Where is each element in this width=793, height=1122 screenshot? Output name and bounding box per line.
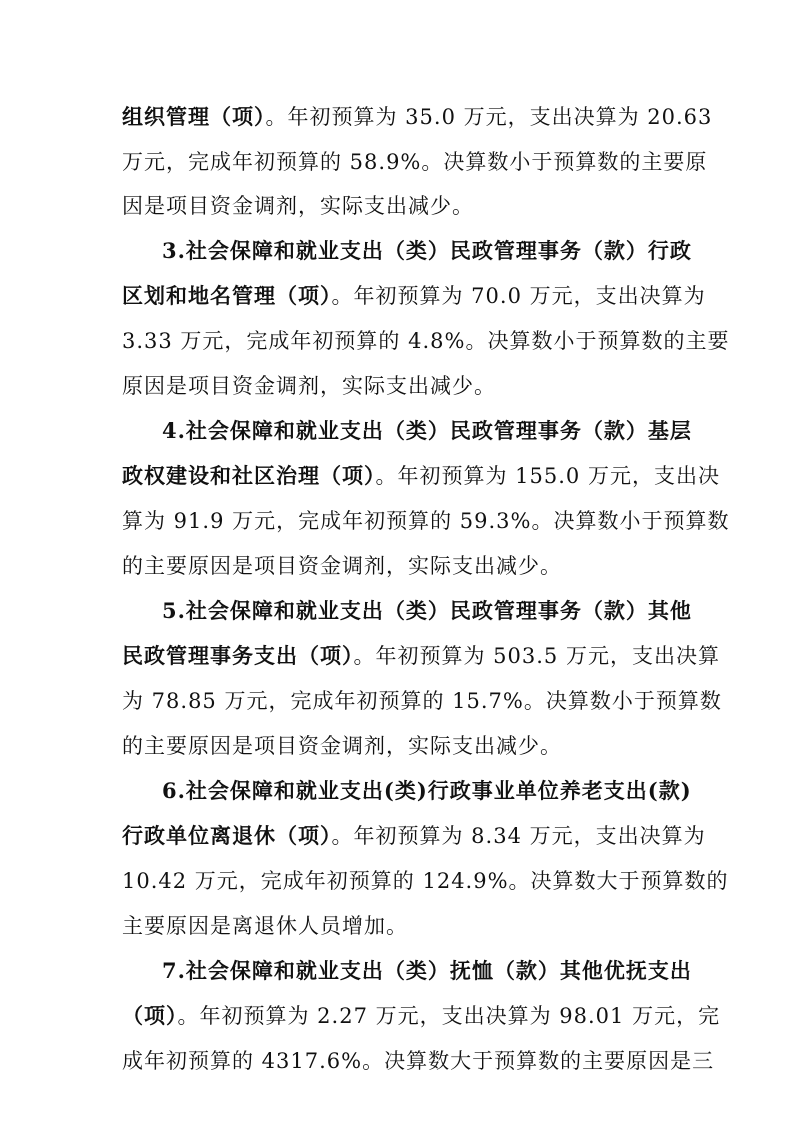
text-line [162, 411, 692, 451]
body-text: 万元，完成年初预算的 58.9%。决算数小于预算数的主要原 [122, 150, 708, 174]
body-text: 。年初预算为 2.27 万元，支出决算为 98.01 万元，完 [177, 1004, 721, 1028]
text-line [122, 97, 713, 137]
text-line [122, 142, 708, 182]
body-text: 的主要原因是项目资金调剂，实际支出减少。 [122, 554, 562, 578]
bold-heading-text: 7.社会保障和就业支出（类）抚恤（款）其他优抚支出 [162, 958, 692, 983]
body-text: 。年初预算为 155.0 万元，支出决 [375, 464, 720, 488]
body-text: 。年初预算为 8.34 万元，支出决算为 [331, 824, 706, 848]
body-text: 。年初预算为 35.0 万元，支出决算为 20.63 [265, 105, 713, 129]
text-line [122, 726, 673, 766]
text-line [122, 366, 673, 406]
text-line [162, 771, 692, 811]
text-line [122, 276, 706, 316]
text-line [122, 546, 673, 586]
bold-heading-text: 区划和地名管理（项） [122, 283, 332, 308]
body-text: 。年初预算为 503.5 万元，支出决算 [353, 644, 720, 668]
bold-heading-text: 民政管理事务支出（项） [122, 643, 354, 668]
text-line [162, 231, 692, 271]
bold-heading-text: 5.社会保障和就业支出（类）民政管理事务（款）其他 [162, 598, 692, 623]
bold-heading-text: 政权建设和社区治理（项） [122, 463, 376, 488]
text-line [122, 1041, 715, 1081]
bold-heading-text: 行政单位离退休（项） [122, 823, 332, 848]
body-text: 因是项目资金调剂，实际支出减少。 [122, 194, 474, 218]
bold-heading-text: （项） [122, 1003, 178, 1028]
body-text: 3.33 万元，完成年初预算的 4.8%。决算数小于预算数的主要 [122, 329, 730, 353]
body-text: 成年初预算的 4317.6%。决算数大于预算数的主要原因是三 [122, 1049, 715, 1073]
text-line [122, 636, 720, 676]
text-line [122, 501, 730, 541]
text-line [162, 591, 692, 631]
body-text: 。年初预算为 70.0 万元，支出决算为 [331, 284, 706, 308]
body-text: 算为 91.9 万元，完成年初预算的 59.3%。决算数小于预算数 [122, 509, 730, 533]
text-line [122, 816, 706, 856]
body-text: 为 78.85 万元，完成年初预算的 15.7%。决算数小于预算数 [122, 689, 722, 713]
bold-heading-text: 组织管理（项） [122, 104, 266, 129]
body-text: 的主要原因是项目资金调剂，实际支出减少。 [122, 734, 562, 758]
text-line [122, 906, 673, 946]
text-line [122, 996, 721, 1036]
text-line [122, 681, 722, 721]
body-text: 10.42 万元，完成年初预算的 124.9%。决算数大于预算数的 [122, 869, 729, 893]
body-text: 主要原因是离退休人员增加。 [122, 914, 408, 938]
body-text: 原因是项目资金调剂，实际支出减少。 [122, 374, 496, 398]
bold-heading-text: 6.社会保障和就业支出(类)行政事业单位养老支出(款) [162, 778, 692, 803]
text-line [162, 951, 692, 991]
bold-heading-text: 3.社会保障和就业支出（类）民政管理事务（款）行政 [162, 238, 692, 263]
text-line [122, 186, 673, 226]
text-line [122, 456, 720, 496]
text-line [122, 861, 729, 901]
bold-heading-text: 4.社会保障和就业支出（类）民政管理事务（款）基层 [162, 418, 692, 443]
text-line [122, 321, 730, 361]
